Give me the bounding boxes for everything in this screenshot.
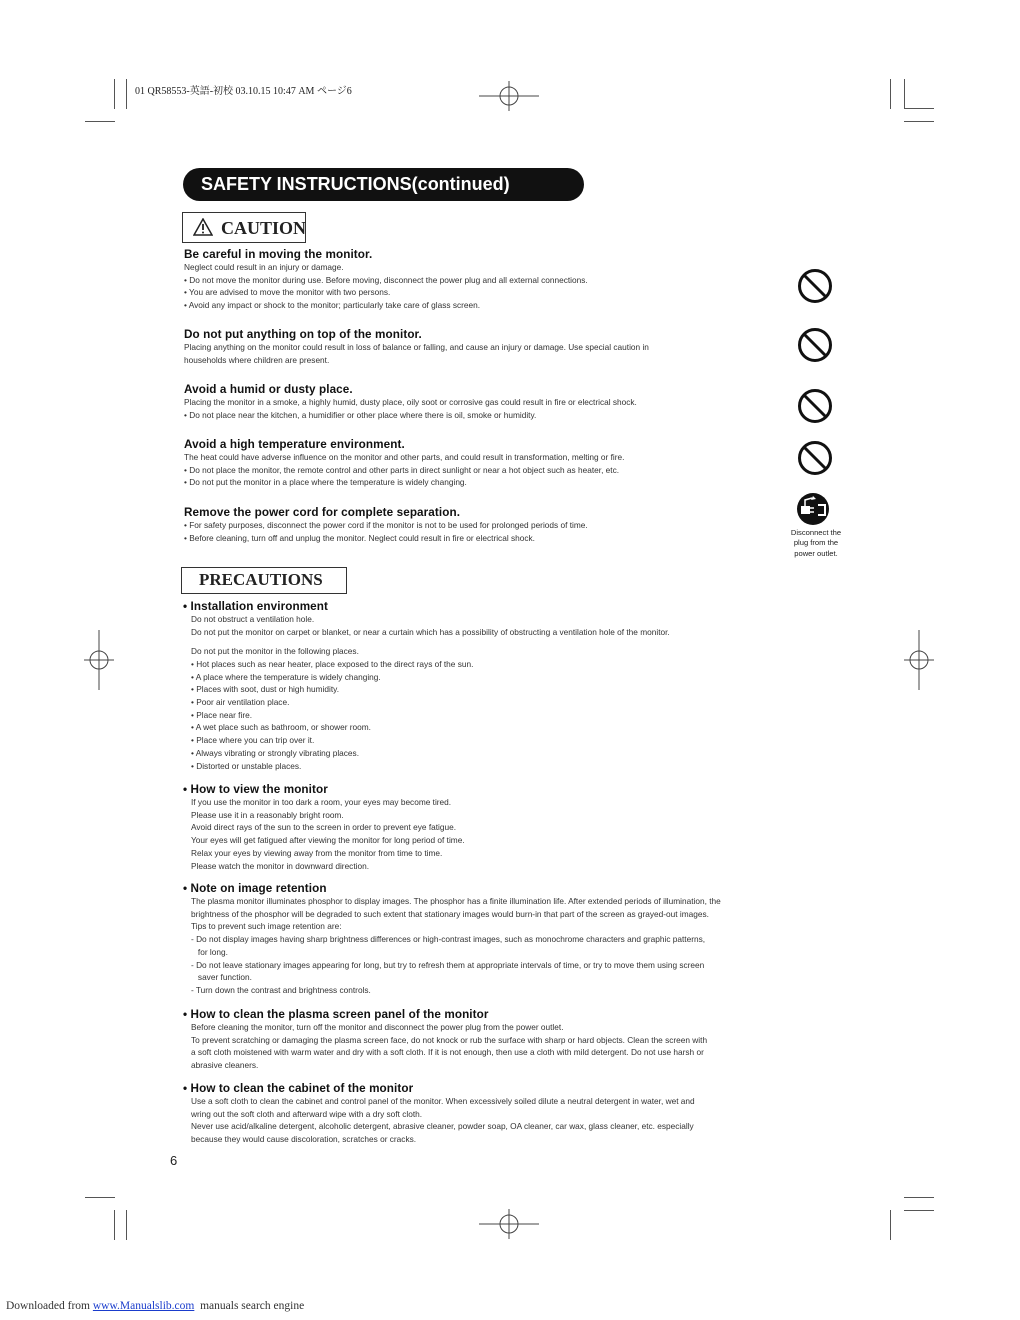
text-line: Do not obstruct a ventilation hole. (191, 614, 315, 624)
text-line: Please use it in a reasonably bright room. (191, 809, 344, 820)
download-footer (6, 1300, 304, 1312)
footer-suffix: manuals search engine (194, 1300, 305, 1312)
unplug-icon (796, 492, 830, 526)
text-line: The heat could have adverse influence on the monitor and other parts, and could result in transformation, melting or fire. (184, 452, 625, 462)
text-line: • Before cleaning, turn off and unplug the monitor. Neglect could result in fire or electrical shock. (184, 532, 535, 543)
precaution-section (183, 882, 721, 997)
text-line: Do not put the monitor in the following places. (191, 646, 359, 657)
text-line: • Hot places such as near heater, place exposed to the direct rays of the sun. (191, 658, 474, 669)
prohibition-icon (797, 388, 833, 424)
text-line: • Do not put the monitor in a place where the temperature is widely changing. (184, 477, 467, 488)
text-line: households where children are present. (184, 354, 330, 365)
spacer-line (191, 638, 670, 645)
print-header: 01 QR58553-英語-初校 03.10.15 10:47 AM ページ6 (135, 86, 352, 97)
prohibition-icon (797, 327, 833, 363)
text-line: Never use acid/alkaline detergent, alcoholic detergent, abrasive cleaner, powder soap, OA cleaner, car wax, glass cleaner, etc. especially (191, 1121, 694, 1132)
text-line: • You are advised to move the monitor with two persons. (184, 287, 391, 298)
text-line: To prevent scratching or damaging the plasma screen face, do not knock or rub the surface with sharp or hard objects. Clean the screen with (191, 1034, 708, 1045)
caution-section (184, 506, 588, 544)
text-line: Relax your eyes by viewing away from the monitor from time to time. (191, 847, 443, 858)
text-line: wring out the soft cloth and afterward wipe with a dry soft cloth. (191, 1108, 423, 1119)
section-title: Do not put anything on top of the monitor. (184, 328, 422, 341)
text-line: Tips to prevent such image retention are: (191, 921, 342, 932)
registration-mark-icon (479, 66, 539, 126)
text-line: • Poor air ventilation place. (191, 697, 290, 708)
section-title: • How to clean the plasma screen panel of the monitor (183, 1008, 489, 1021)
text-line: because they would cause discoloration, scratches or cracks. (191, 1134, 417, 1145)
precaution-section (183, 1082, 695, 1146)
text-line: Use a soft cloth to clean the cabinet and control panel of the monitor. When excessively soiled dilute a neutral detergent in water, wet and (191, 1096, 695, 1106)
registration-mark-icon (889, 630, 949, 690)
section-title: • Installation environment (183, 600, 329, 613)
text-line: • Do not move the monitor during use. Before moving, disconnect the power plug and all external connections. (184, 274, 588, 285)
text-line: • Do not place the monitor, the remote control and other parts in direct sunlight or near a hot object such as heater, etc. (184, 464, 620, 475)
warning-triangle-icon (193, 218, 213, 236)
text-line: • Do not place near the kitchen, a humidifier or other place where there is oil, smoke or humidity. (184, 409, 537, 420)
section-title: Avoid a high temperature environment. (184, 438, 405, 451)
text-line: Do not put the monitor on carpet or blanket, or near a curtain which has a possibility of obstructing a ventilation hole of the monitor. (191, 626, 670, 637)
text-line: The plasma monitor illuminates phosphor to display images. The phosphor has a finite illumination life. After extended periods of illumination, the (191, 896, 721, 906)
page-title-banner: SAFETY INSTRUCTIONS(continued) (183, 168, 584, 201)
text-line: • Places with soot, dust or high humidity. (191, 684, 340, 695)
caution-section (184, 248, 588, 312)
precaution-section (183, 783, 465, 872)
caution-section (184, 328, 649, 366)
footer-prefix: Downloaded from (6, 1300, 93, 1312)
text-line: Neglect could result in an injury or damage. (184, 262, 344, 272)
text-line: Placing the monitor in a smoke, a highly humid, dusty place, oily soot or corrosive gas could result in fire or electrical shock. (184, 397, 637, 407)
text-line: • Place near fire. (191, 709, 253, 720)
section-title: • How to clean the cabinet of the monitor (183, 1082, 414, 1095)
page-number: 6 (170, 1153, 178, 1168)
text-line: Please watch the monitor in downward direction. (191, 860, 370, 871)
text-line: a soft cloth moistened with warm water and dry with a soft cloth. If it is not enough, then use a cloth with mild detergent. Do not use harsh or (191, 1047, 704, 1058)
section-title: Be careful in moving the monitor. (184, 248, 373, 261)
caption-line: plug from the (793, 538, 839, 548)
text-line: - Do not leave stationary images appearing for long, but try to refresh them at appropriate intervals of time, or try to move them using screen (191, 959, 705, 970)
text-line: If you use the monitor in too dark a room, your eyes may become tired. (191, 797, 452, 807)
text-line: - Turn down the contrast and brightness controls. (191, 984, 371, 995)
text-line: saver function. (191, 972, 252, 983)
text-line: Before cleaning the monitor, turn off the monitor and disconnect the power plug from the power outlet. (191, 1022, 564, 1032)
precaution-section (183, 600, 670, 772)
text-line: • A place where the temperature is widely changing. (191, 671, 381, 682)
prohibition-icon (797, 268, 833, 304)
manualslib-link[interactable]: www.Manualslib.com (92, 1300, 195, 1312)
caution-section (184, 383, 637, 421)
caption-line: Disconnect the (790, 528, 842, 537)
precaution-section (183, 1008, 707, 1072)
caution-heading (182, 212, 306, 243)
section-title: Remove the power cord for complete separation. (184, 506, 461, 519)
text-line: abrasive cleaners. (191, 1060, 259, 1071)
caption-line: power outlet. (794, 548, 838, 558)
text-line: • For safety purposes, disconnect the power cord if the monitor is not to be used for prolonged periods of time. (184, 520, 588, 530)
text-line: brightness of the phosphor will be degraded to such extent that stationary images would burn-in that part of the screen as grayed-out images. (191, 908, 709, 919)
section-title: • Note on image retention (183, 882, 327, 895)
registration-mark-icon (479, 1194, 539, 1254)
section-title: Avoid a humid or dusty place. (184, 383, 353, 396)
text-line: • A wet place such as bathroom, or shower room. (191, 722, 371, 733)
registration-mark-icon (69, 630, 129, 690)
caution-section (184, 438, 624, 489)
text-line: Placing anything on the monitor could result in loss of balance or falling, and cause an injury or damage. Use special caution in (184, 342, 649, 352)
text-line: • Distorted or unstable places. (191, 760, 302, 771)
text-line: Avoid direct rays of the sun to the screen in order to prevent eye fatigue. (191, 822, 457, 833)
text-line: Your eyes will get fatigued after viewing the monitor for long period of time. (191, 835, 465, 846)
text-line: - Do not display images having sharp brightness differences or high-contrast images, such as monochrome characters and graphic patterns, (191, 934, 706, 945)
plug-caption (780, 528, 852, 559)
text-line: • Avoid any impact or shock to the monitor; particularly take care of glass screen. (184, 300, 481, 311)
caution-label: CAUTION (221, 218, 307, 238)
prohibition-icon (797, 440, 833, 476)
section-title: • How to view the monitor (183, 783, 328, 796)
text-line: • Always vibrating or strongly vibrating places. (191, 747, 359, 758)
text-line: • Place where you can trip over it. (191, 735, 315, 746)
precautions-heading: PRECAUTIONS (181, 567, 347, 594)
text-line: for long. (191, 946, 228, 957)
